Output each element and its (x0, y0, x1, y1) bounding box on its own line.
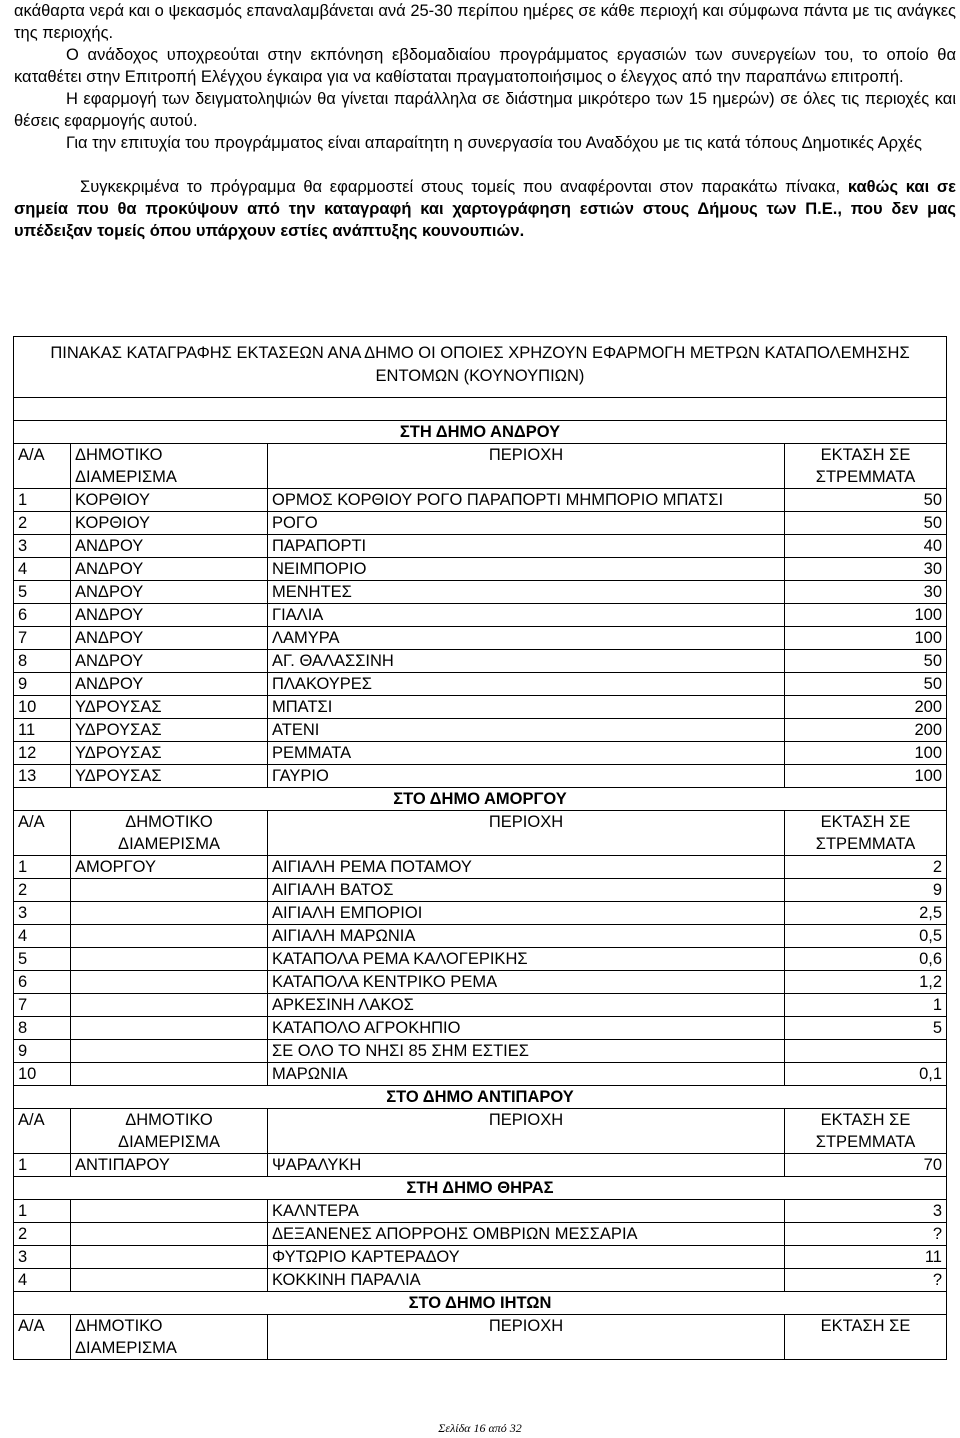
header-aa: Α/Α (14, 444, 71, 489)
cell-area: ΠΛΑΚΟΥΡΕΣ (268, 673, 785, 696)
cell-extent: 2,5 (785, 902, 947, 925)
cell-aa: 9 (14, 673, 71, 696)
cell-area: ΣΕ ΟΛΟ ΤΟ ΝΗΣΙ 85 ΣΗΜ ΕΣΤΙΕΣ (268, 1040, 785, 1063)
cell-aa: 3 (14, 535, 71, 558)
cell-aa: 8 (14, 1017, 71, 1040)
paragraph-5-bold: καθώς και σε σημεία που θα προκύψουν από την καταγραφή και χαρτογράφηση εστιών στους Δήμους των Π.Ε., που δεν μας υπέδειξαν τομείς όπου υπάρχουν εστίες ανάπτυξης κουνουπιών. (14, 178, 956, 240)
table-row (14, 696, 947, 719)
header-row (14, 811, 947, 856)
cell-extent: 100 (785, 765, 947, 788)
cell-area: ΜΑΡΩΝΙΑ (268, 1063, 785, 1086)
cell-district: ΑΝΤΙΠΑΡΟΥ (71, 1154, 268, 1177)
cell-district: ΑΝΔΡΟΥ (71, 535, 268, 558)
cell-district: ΑΝΔΡΟΥ (71, 673, 268, 696)
cell-district (71, 902, 268, 925)
cell-district: ΥΔΡΟΥΣΑΣ (71, 765, 268, 788)
section-ios: ΣΤΟ ΔΗΜΟ ΙΗΤΩΝ (14, 1292, 947, 1315)
cell-area: ΚΑΛΝΤΕΡΑ (268, 1200, 785, 1223)
cell-area: ΡΕΜΜΑΤΑ (268, 742, 785, 765)
cell-extent: 0,6 (785, 948, 947, 971)
cell-extent: 40 (785, 535, 947, 558)
cell-area: ΚΑΤΑΠΟΛΑ ΚΕΝΤΡΙΚΟ ΡΕΜΑ (268, 971, 785, 994)
cell-district: ΥΔΡΟΥΣΑΣ (71, 719, 268, 742)
table-row (14, 971, 947, 994)
cell-extent: 2 (785, 856, 947, 879)
cell-area: ΔΕΞΑΝΕΝΕΣ ΑΠΟΡΡΟΗΣ ΟΜΒΡΙΩΝ ΜΕΣΣΑΡΙΑ (268, 1223, 785, 1246)
cell-extent: ? (785, 1269, 947, 1292)
table-row (14, 1269, 947, 1292)
header-extent: ΕΚΤΑΣΗ ΣΕ ΣΤΡΕΜΜΑΤΑ (785, 1109, 947, 1154)
section-row (14, 1086, 947, 1109)
cell-extent: 5 (785, 1017, 947, 1040)
cell-district (71, 971, 268, 994)
header-district: ΔΗΜΟΤΙΚΟ ΔΙΑΜΕΡΙΣΜΑ (71, 811, 268, 856)
cell-area: ΑΓ. ΘΑΛΑΣΣΙΝΗ (268, 650, 785, 673)
table-row (14, 1040, 947, 1063)
header-area: ΠΕΡΙΟΧΗ (268, 444, 785, 489)
cell-district (71, 1200, 268, 1223)
cell-extent: 100 (785, 604, 947, 627)
cell-district: ΑΜΟΡΓΟΥ (71, 856, 268, 879)
header-row (14, 444, 947, 489)
cell-district (71, 1246, 268, 1269)
cell-district (71, 1040, 268, 1063)
cell-area: ΓΑΥΡΙΟ (268, 765, 785, 788)
cell-district (71, 1223, 268, 1246)
cell-area: ΡΟΓΟ (268, 512, 785, 535)
cell-area: ΑΙΓΙΑΛΗ ΒΑΤΟΣ (268, 879, 785, 902)
table-row (14, 1017, 947, 1040)
header-extent: ΕΚΤΑΣΗ ΣΕ (785, 1315, 947, 1360)
cell-aa: 4 (14, 1269, 71, 1292)
paragraph-4: Για την επιτυχία του προγράμματος είναι απαραίτητη η συνεργασία του Αναδόχου με τις κατά τόπους Δημοτικές Αρχές (66, 134, 923, 152)
cell-district (71, 879, 268, 902)
paragraph-1: ακάθαρτα νερά και ο ψεκασμός επαναλαμβάνεται ανά 25-30 περίπου ημέρες σε κάθε περιοχή και σύμφωνα πάντα με τις ανάγκες της περιοχής. (14, 2, 956, 42)
cell-area: ΑΙΓΙΑΛΗ ΕΜΠΟΡΙΟΙ (268, 902, 785, 925)
table-row (14, 719, 947, 742)
cell-district (71, 948, 268, 971)
table-row (14, 948, 947, 971)
table-row (14, 489, 947, 512)
cell-extent: 50 (785, 489, 947, 512)
cell-district: ΑΝΔΡΟΥ (71, 650, 268, 673)
cell-district: ΑΝΔΡΟΥ (71, 604, 268, 627)
cell-extent: 30 (785, 558, 947, 581)
cell-extent: 11 (785, 1246, 947, 1269)
cell-extent: 50 (785, 512, 947, 535)
table-title-row (14, 337, 947, 398)
cell-extent: 9 (785, 879, 947, 902)
header-district: ΔΗΜΟΤΙΚΟ ΔΙΑΜΕΡΙΣΜΑ (71, 1315, 268, 1360)
cell-aa: 9 (14, 1040, 71, 1063)
table-row (14, 879, 947, 902)
cell-aa: 6 (14, 971, 71, 994)
table-row (14, 512, 947, 535)
section-row (14, 1177, 947, 1200)
table-row (14, 673, 947, 696)
cell-aa: 1 (14, 1200, 71, 1223)
cell-district: ΚΟΡΘΙΟΥ (71, 512, 268, 535)
section-thira: ΣΤΗ ΔΗΜΟ ΘΗΡΑΣ (14, 1177, 947, 1200)
paragraph-3: Η εφαρμογή των δειγματοληψιών θα γίνεται παράλληλα σε διάστημα μικρότερο των 15 ημερών) σε όλες τις περιοχές και θέσεις εφαρμογής αυτού. (14, 90, 956, 130)
cell-aa: 7 (14, 627, 71, 650)
cell-aa: 7 (14, 994, 71, 1017)
cell-area: ΨΑΡΑΛΥΚΗ (268, 1154, 785, 1177)
table-title: ΠΙΝΑΚΑΣ ΚΑΤΑΓΡΑΦΗΣ ΕΚΤΑΣΕΩΝ ΑΝΑ ΔΗΜΟ ΟΙ ΟΠΟΙΕΣ ΧΡΗΖΟΥΝ ΕΦΑΡΜΟΓΗ ΜΕΤΡΩΝ ΚΑΤΑΠΟΛΕΜΗΣΗΣ ΕΝΤΟΜΩΝ (ΚΟΥΝΟΥΠΙΩΝ) (14, 337, 947, 398)
table-row (14, 902, 947, 925)
cell-aa: 4 (14, 558, 71, 581)
cell-aa: 5 (14, 581, 71, 604)
cell-district: ΑΝΔΡΟΥ (71, 627, 268, 650)
cell-area: ΑΙΓΙΑΛΗ ΡΕΜΑ ΠΟΤΑΜΟΥ (268, 856, 785, 879)
cell-aa: 5 (14, 948, 71, 971)
cell-aa: 11 (14, 719, 71, 742)
cell-aa: 8 (14, 650, 71, 673)
section-row (14, 421, 947, 444)
body-text (14, 0, 956, 242)
cell-district: ΚΟΡΘΙΟΥ (71, 489, 268, 512)
cell-district: ΑΝΔΡΟΥ (71, 558, 268, 581)
header-aa: Α/Α (14, 811, 71, 856)
header-area: ΠΕΡΙΟΧΗ (268, 1109, 785, 1154)
cell-area: ΝΕΙΜΠΟΡΙΟ (268, 558, 785, 581)
table-row (14, 1200, 947, 1223)
cell-extent: 30 (785, 581, 947, 604)
header-extent: ΕΚΤΑΣΗ ΣΕ ΣΤΡΕΜΜΑΤΑ (785, 444, 947, 489)
cell-extent: 0,5 (785, 925, 947, 948)
header-extent: ΕΚΤΑΣΗ ΣΕ ΣΤΡΕΜΜΑΤΑ (785, 811, 947, 856)
header-row (14, 1315, 947, 1360)
section-andros: ΣΤΗ ΔΗΜΟ ΑΝΔΡΟΥ (14, 421, 947, 444)
section-row (14, 1292, 947, 1315)
cell-area: ΜΠΑΤΣΙ (268, 696, 785, 719)
cell-aa: 10 (14, 1063, 71, 1086)
table-row (14, 856, 947, 879)
cell-area: ΦΥΤΩΡΙΟ ΚΑΡΤΕΡΑΔΟΥ (268, 1246, 785, 1269)
cell-district (71, 994, 268, 1017)
empty-row (14, 398, 947, 421)
cell-aa: 12 (14, 742, 71, 765)
cell-extent: 1 (785, 994, 947, 1017)
cell-aa: 13 (14, 765, 71, 788)
cell-extent: 0,1 (785, 1063, 947, 1086)
table-row (14, 994, 947, 1017)
cell-aa: 3 (14, 1246, 71, 1269)
header-aa: Α/Α (14, 1315, 71, 1360)
cell-district (71, 925, 268, 948)
cell-aa: 1 (14, 1154, 71, 1177)
cell-extent: 50 (785, 673, 947, 696)
table-row (14, 1246, 947, 1269)
cell-extent (785, 1040, 947, 1063)
header-row (14, 1109, 947, 1154)
cell-aa: 1 (14, 856, 71, 879)
table-row (14, 925, 947, 948)
paragraph-5-normal: Συγκεκριμένα το πρόγραμμα θα εφαρμοστεί στους τομείς που αναφέρονται στον παρακάτω πίνακα, (80, 178, 841, 196)
cell-area: ΑΡΚΕΣΙΝΗ ΛΑΚΟΣ (268, 994, 785, 1017)
cell-district: ΑΝΔΡΟΥ (71, 581, 268, 604)
cell-extent: 200 (785, 696, 947, 719)
cell-district (71, 1269, 268, 1292)
cell-aa: 4 (14, 925, 71, 948)
cell-extent: 70 (785, 1154, 947, 1177)
cell-district: ΥΔΡΟΥΣΑΣ (71, 696, 268, 719)
paragraph-5 (14, 176, 956, 242)
cell-aa: 1 (14, 489, 71, 512)
header-area: ΠΕΡΙΟΧΗ (268, 1315, 785, 1360)
cell-area: ΛΑΜΥΡΑ (268, 627, 785, 650)
cell-district (71, 1063, 268, 1086)
header-district: ΔΗΜΟΤΙΚΟ ΔΙΑΜΕΡΙΣΜΑ (71, 444, 268, 489)
cell-aa: 2 (14, 1223, 71, 1246)
cell-extent: 100 (785, 627, 947, 650)
cell-area: ΟΡΜΟΣ ΚΟΡΘΙΟΥ ΡΟΓΟ ΠΑΡΑΠΟΡΤΙ ΜΗΜΠΟΡΙΟ ΜΠΑΤΣΙ (268, 489, 785, 512)
cell-extent: 100 (785, 742, 947, 765)
table-row (14, 604, 947, 627)
spraying-areas-table (13, 336, 947, 1360)
header-area: ΠΕΡΙΟΧΗ (268, 811, 785, 856)
paragraph-2: Ο ανάδοχος υποχρεούται στην εκπόνηση εβδομαδιαίου προγράμματος εργασιών των συνεργείων του, το οποίο θα καταθέτει στην Επιτροπή Ελέγχου έγκαιρα για να καθίσταται πραγματοποιήσιμος ο έλεγχος από την παραπάνω επιτροπή. (14, 46, 956, 86)
cell-extent: 3 (785, 1200, 947, 1223)
cell-aa: 3 (14, 902, 71, 925)
table-row (14, 535, 947, 558)
section-amorgos: ΣΤΟ ΔΗΜΟ ΑΜΟΡΓΟΥ (14, 788, 947, 811)
table-row (14, 742, 947, 765)
table-row (14, 1154, 947, 1177)
header-aa: Α/Α (14, 1109, 71, 1154)
cell-area: ΚΑΤΑΠΟΛΟ ΑΓΡΟΚΗΠΙΟ (268, 1017, 785, 1040)
cell-aa: 2 (14, 512, 71, 535)
cell-aa: 6 (14, 604, 71, 627)
cell-extent: 1,2 (785, 971, 947, 994)
section-antiparos: ΣΤΟ ΔΗΜΟ ΑΝΤΙΠΑΡΟΥ (14, 1086, 947, 1109)
cell-area: ΑΤΕΝΙ (268, 719, 785, 742)
table-row (14, 558, 947, 581)
page-footer: Σελίδα 16 από 32 (438, 1421, 522, 1435)
cell-extent: 50 (785, 650, 947, 673)
header-district: ΔΗΜΟΤΙΚΟ ΔΙΑΜΕΡΙΣΜΑ (71, 1109, 268, 1154)
cell-extent: 200 (785, 719, 947, 742)
table-row (14, 1063, 947, 1086)
cell-area: ΚΑΤΑΠΟΛΑ ΡΕΜΑ ΚΑΛΟΓΕΡΙΚΗΣ (268, 948, 785, 971)
cell-area: ΚΟΚΚΙΝΗ ΠΑΡΑΛΙΑ (268, 1269, 785, 1292)
table-row (14, 765, 947, 788)
table-row (14, 1223, 947, 1246)
cell-aa: 10 (14, 696, 71, 719)
section-row (14, 788, 947, 811)
cell-aa: 2 (14, 879, 71, 902)
cell-area: ΜΕΝΗΤΕΣ (268, 581, 785, 604)
cell-area: ΠΑΡΑΠΟΡΤΙ (268, 535, 785, 558)
table-row (14, 627, 947, 650)
cell-district: ΥΔΡΟΥΣΑΣ (71, 742, 268, 765)
cell-area: ΑΙΓΙΑΛΗ ΜΑΡΩΝΙΑ (268, 925, 785, 948)
cell-district (71, 1017, 268, 1040)
table-row (14, 650, 947, 673)
cell-area: ΓΙΑΛΙΑ (268, 604, 785, 627)
cell-extent: ? (785, 1223, 947, 1246)
table-row (14, 581, 947, 604)
